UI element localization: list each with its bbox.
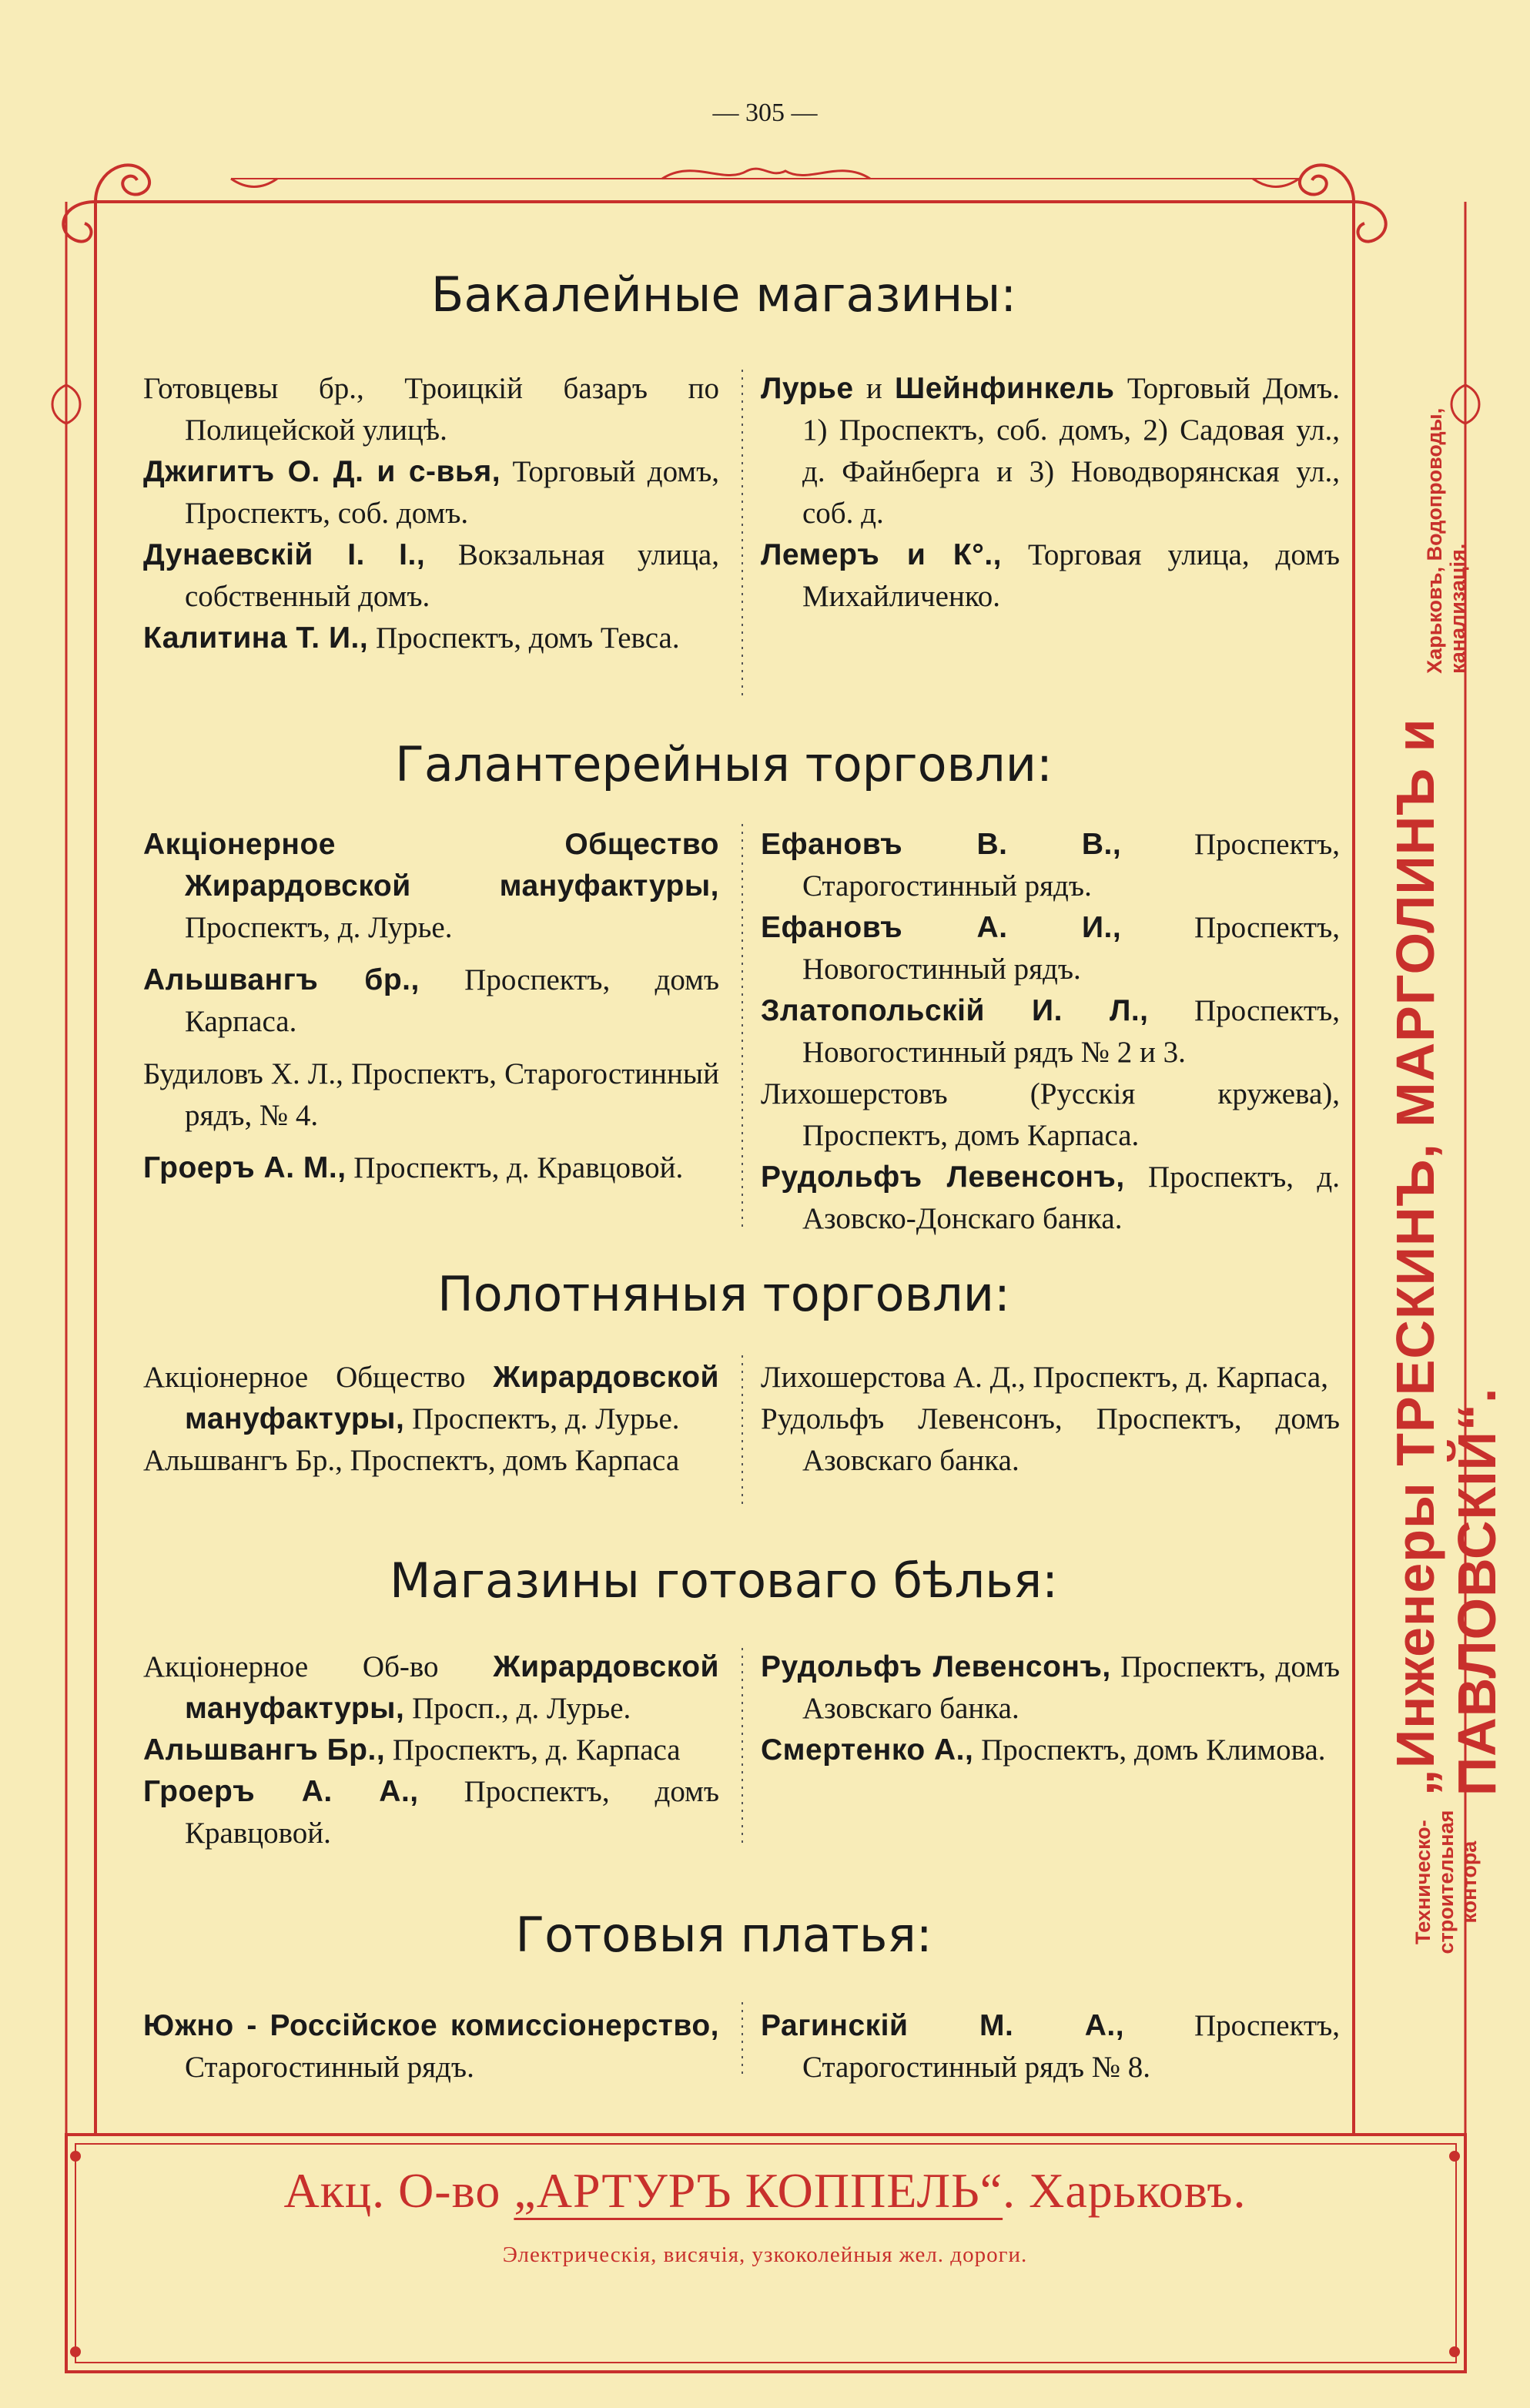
list-item: Будиловъ Х. Л., Проспектъ, Старогостинный рядъ, № 4. [143, 1057, 719, 1132]
section-title: Бакалейные магазины: [430, 266, 1017, 323]
column-right [761, 368, 1340, 618]
list-item: Ефановъ В. В., Проспектъ, Старогостинный рядъ. [761, 828, 1340, 903]
list-item: Калитина Т. И., Проспектъ, домъ Тевса. [143, 621, 680, 655]
column-left [143, 368, 719, 659]
section-title: Галантерейныя торговли: [395, 736, 1053, 792]
section-title: Готовыя платья: [515, 1907, 932, 1963]
column-right [761, 824, 1340, 1240]
list-item: Смертенко А., Проспектъ, домъ Климова. [761, 1733, 1326, 1767]
list-item: Альшвангъ бр., Проспектъ, домъ Карпаса. [143, 963, 719, 1038]
list-item: Рудольфъ Левенсонъ, Проспектъ, домъ Азовскаго банка. [761, 1402, 1340, 1477]
list-item: Рагинскій М. А., Проспектъ, Старогостинный рядъ № 8. [761, 2009, 1340, 2084]
side-ad-suffix: Харьковъ, Водопроводы, канализація. [1423, 407, 1469, 674]
column-right [761, 1646, 1340, 1771]
list-item: Лихошерстова А. Д., Проспектъ, д. Карпаса, [761, 1361, 1328, 1394]
column-left [143, 1646, 719, 1854]
list-item: Готовцевы бр., Троицкій базаръ по Полицейской улицѣ. [143, 372, 719, 447]
footer-advertisement-subtitle: Электрическія, висячія, узкоколейныя жел. дороги. [502, 2242, 1028, 2267]
list-item: Гроеръ А. М., Проспектъ, д. Кравцовой. [143, 1151, 684, 1184]
side-ad-name: „Инженеры ТРЕСКИНЪ, МАРГОЛИНЪ и ПАВЛОВСКІЙ“. [1385, 718, 1507, 1797]
list-item: Джигитъ О. Д. и с-вья, Торговый домъ, Проспектъ, соб. домъ. [143, 455, 719, 530]
list-item: Южно - Россійское комиссіонерство, Старогостинный рядъ. [143, 2009, 719, 2084]
column-right [761, 1357, 1340, 1482]
column-left [143, 2005, 719, 2088]
list-item: Акціонерное Общество Жирардовской мануфактуры, Проспектъ, д. Лурье. [143, 828, 719, 944]
list-item: Ефановъ А. И., Проспектъ, Новогостинный рядъ. [761, 911, 1340, 986]
page-number: — 305 — [712, 99, 818, 127]
column-right [761, 2005, 1340, 2088]
list-item: Лемеръ и К°., Торговая улица, домъ Михайличенко. [761, 538, 1341, 613]
list-item: Лихошерстовъ (Русскія кружева), Проспектъ, домъ Карпаса. [761, 1077, 1340, 1152]
list-item: Златопольскій И. Л., Проспектъ, Новогостинный рядъ № 2 и 3. [761, 994, 1340, 1069]
list-item: Альшвангъ Бр., Проспектъ, д. Карпаса [143, 1733, 681, 1767]
side-advertisement [1385, 377, 1523, 1956]
side-ad-prefix: Техническо-строительная контора [1411, 1810, 1481, 1954]
list-item: Дунаевскій І. І., Вокзальная улица, собственный домъ. [143, 538, 719, 613]
footer-advertisement: Акц. О-во „АРТУРЪ КОППЕЛЬ“. Харьковъ. [283, 2163, 1247, 2218]
list-item: Гроеръ А. А., Проспектъ, домъ Кравцовой. [143, 1775, 719, 1850]
list-item: Лурье и Шейнфинкель Торговый Домъ. 1) Проспектъ, соб. домъ, 2) Садовая ул., д. Файнберга и 3) Новодворянская ул., соб. д. [761, 372, 1340, 530]
column-left [143, 824, 719, 1189]
section-title: Полотняныя торговли: [437, 1266, 1010, 1322]
column-left [143, 1357, 719, 1482]
list-item: Рудольфъ Левенсонъ, Проспектъ, д. Азовско-Донскаго банка. [761, 1160, 1340, 1235]
list-item: Акціонерное Об-во Жирардовской мануфактуры, Просп., д. Лурье. [143, 1650, 719, 1725]
list-item: Рудольфъ Левенсонъ, Проспектъ, домъ Азовскаго банка. [761, 1650, 1341, 1725]
section-title: Магазины готоваго бѣлья: [389, 1552, 1059, 1609]
list-item: Акціонерное Общество Жирардовской мануфактуры, Проспектъ, д. Лурье. [143, 1361, 719, 1435]
list-item: Альшвангъ Бр., Проспектъ, домъ Карпаса [143, 1444, 680, 1477]
